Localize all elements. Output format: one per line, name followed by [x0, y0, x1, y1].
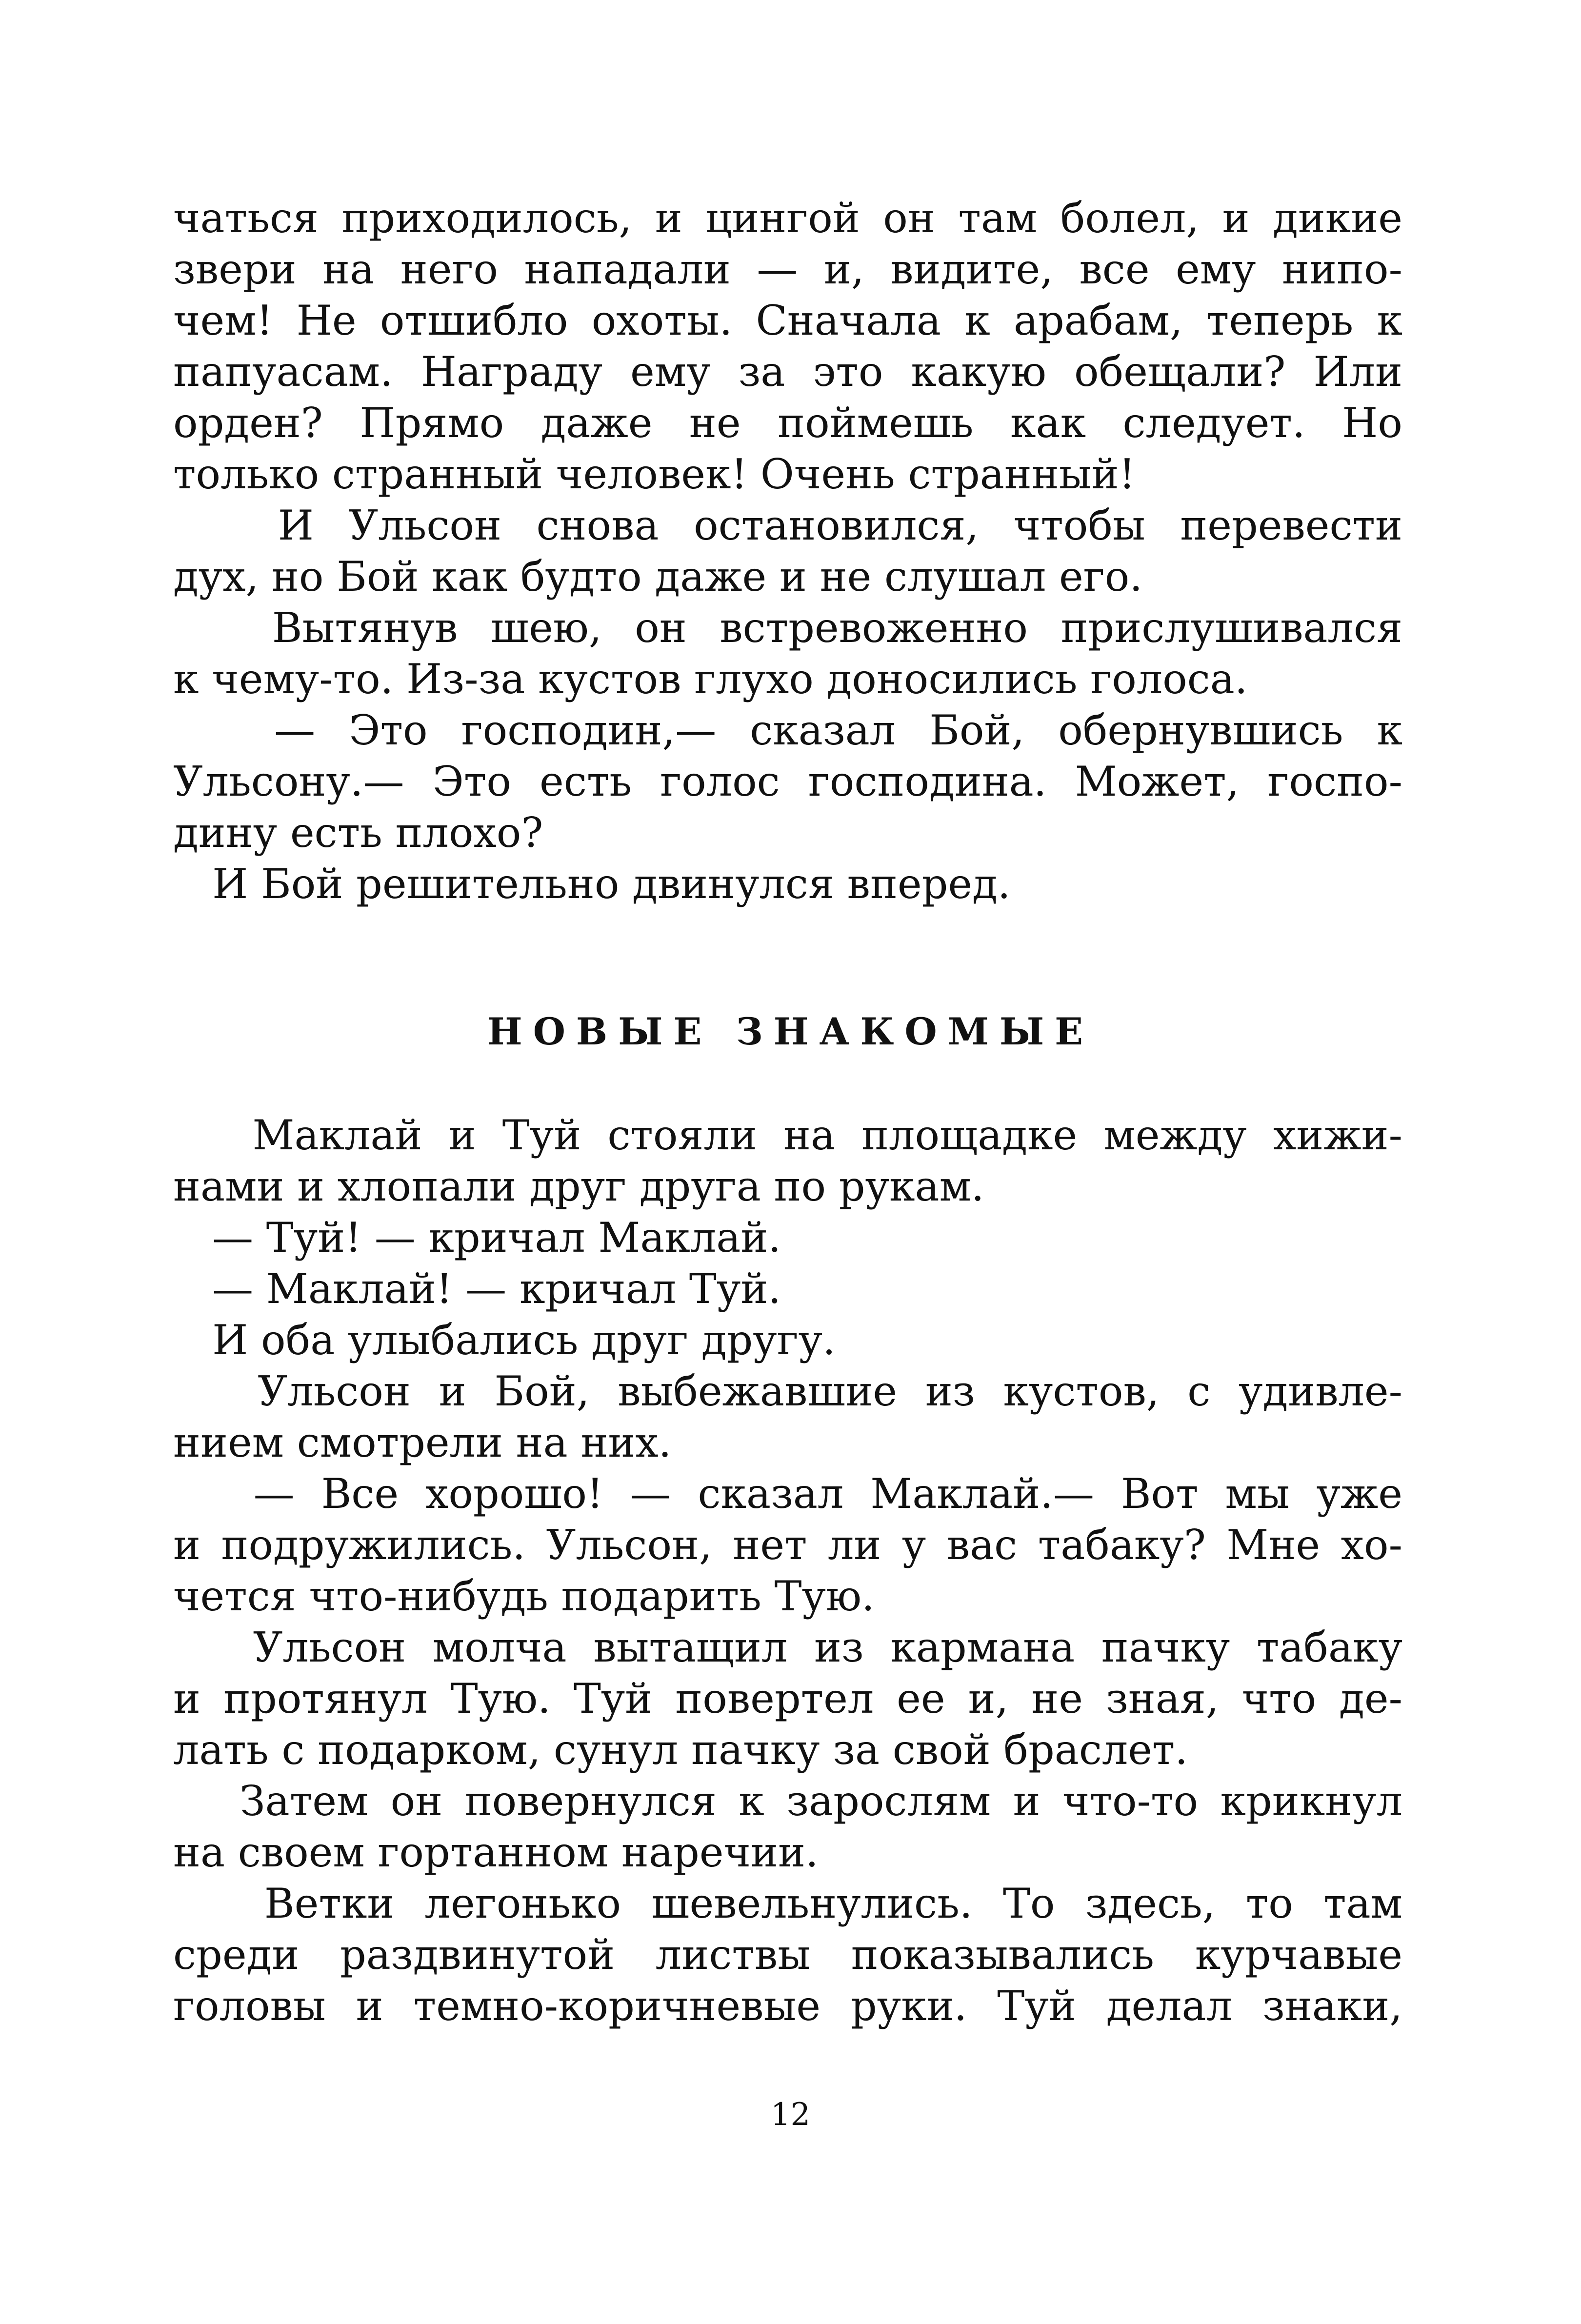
text-line: и протянул Тую. Туй повертел ее и, не зная, что де-: [173, 1675, 1402, 1723]
text-line: чаться приходилось, и цингой он там болел, и дикие: [173, 194, 1402, 242]
text-line: Ульсон молча вытащил из кармана пачку табаку: [173, 1623, 1402, 1671]
text-line: только странный человек! Очень странный!: [173, 450, 1136, 498]
text-line: Вытянув шею, он встревоженно прислушивался: [173, 604, 1402, 652]
text-line: дину есть плохо?: [173, 809, 543, 857]
text-line: среди раздвинутой листвы показывались курчавые: [173, 1931, 1402, 1979]
text-line: на своем гортанном наречии.: [173, 1828, 819, 1876]
text-line: Затем он повернулся к зарослям и что-то крикнул: [173, 1777, 1402, 1825]
text-line: дух, но Бой как будто даже и не слушал его.: [173, 553, 1143, 601]
text-line: к чему-то. Из-за кустов глухо доносились голоса.: [173, 655, 1248, 703]
text-line: — Все хорошо! — сказал Маклай.— Вот мы уже: [173, 1470, 1402, 1518]
text-line: головы и темно-коричневые руки. Туй делал знаки,: [173, 1982, 1402, 2030]
text-line: — Маклай! — кричал Туй.: [173, 1265, 781, 1313]
text-line: нами и хлопали друг друга по рукам.: [173, 1162, 984, 1210]
text-line: лать с подарком, сунул пачку за свой браслет.: [173, 1726, 1188, 1774]
text-line: и подружились. Ульсон, нет ли у вас табаку? Мне хо-: [173, 1521, 1402, 1569]
text-line: Ульсон и Бой, выбежавшие из кустов, с удивле-: [173, 1367, 1402, 1415]
text-block-bottom: [173, 1110, 1402, 2032]
text-line: папуасам. Награду ему за это какую обещали? Или: [173, 348, 1402, 396]
text-line: И оба улыбались друг другу.: [173, 1316, 836, 1364]
text-line: нием смотрели на них.: [173, 1419, 672, 1466]
page-number: 12: [770, 2097, 811, 2133]
text-line: орден? Прямо даже не поймешь как следует. Но: [173, 399, 1402, 447]
text-line: чем! Не отшибло охоты. Сначала к арабам, теперь к: [173, 297, 1402, 344]
text-line: И Бой решительно двинулся вперед.: [173, 860, 1011, 908]
text-line: — Это господин,— сказал Бой, обернувшись к: [173, 706, 1402, 754]
text-block-top: [173, 193, 1402, 910]
text-line: Маклай и Туй стояли на площадке между хижи-: [173, 1111, 1402, 1159]
chapter-heading: НОВЫЕ ЗНАКОМЫЕ: [487, 1010, 1094, 1053]
text-line: И Ульсон снова остановился, чтобы перевести: [173, 501, 1402, 549]
text-line: — Туй! — кричал Маклай.: [173, 1214, 781, 1262]
text-line: Ветки легонько шевельнулись. То здесь, то там: [173, 1880, 1402, 1927]
text-line: звери на него нападали — и, видите, все ему нипо-: [173, 245, 1402, 293]
text-line: чется что-нибудь подарить Тую.: [173, 1572, 875, 1620]
text-line: Ульсону.— Это есть голос господина. Может, госпо-: [173, 758, 1402, 805]
